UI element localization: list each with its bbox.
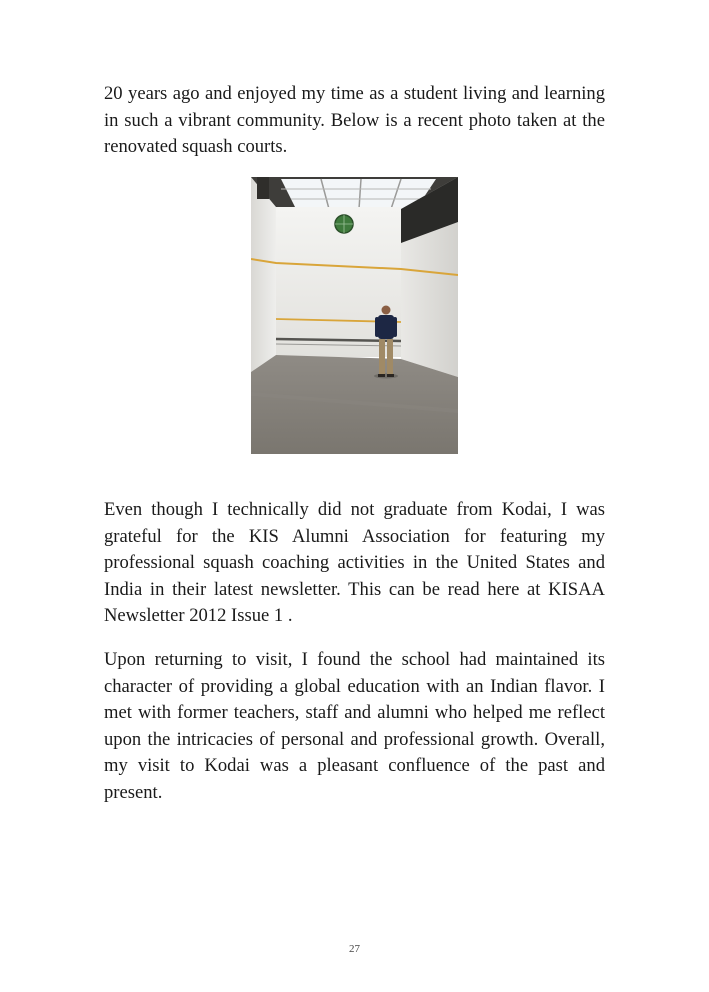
left-wall — [251, 177, 276, 372]
page-number: 27 — [349, 943, 360, 955]
visit-paragraph: Upon returning to visit, I found the school had maintained its character of providing a global education with an Indian flavor. I met with former teachers, staff and alumni who helped me reflect upon the intricacies of personal and professional growth. Overall, my visit to Kodai was a pleasant confluence of the past and present. — [104, 649, 605, 803]
squash-court-photo — [251, 177, 458, 454]
intro-paragraph: 20 years ago and enjoyed my time as a student living and learning in such a vibrant community. Below is a recent photo taken at the renovated squash courts. — [104, 83, 605, 158]
squash-court-illustration — [251, 177, 458, 454]
newsletter-paragraph: Even though I technically did not graduate from Kodai, I was grateful for the KIS Alumni Association for featuring my professional squash coaching activities in the United States and India in their latest newsletter. This can be read here at KISAA Newsletter 2012 Issue 1 . — [104, 499, 605, 627]
